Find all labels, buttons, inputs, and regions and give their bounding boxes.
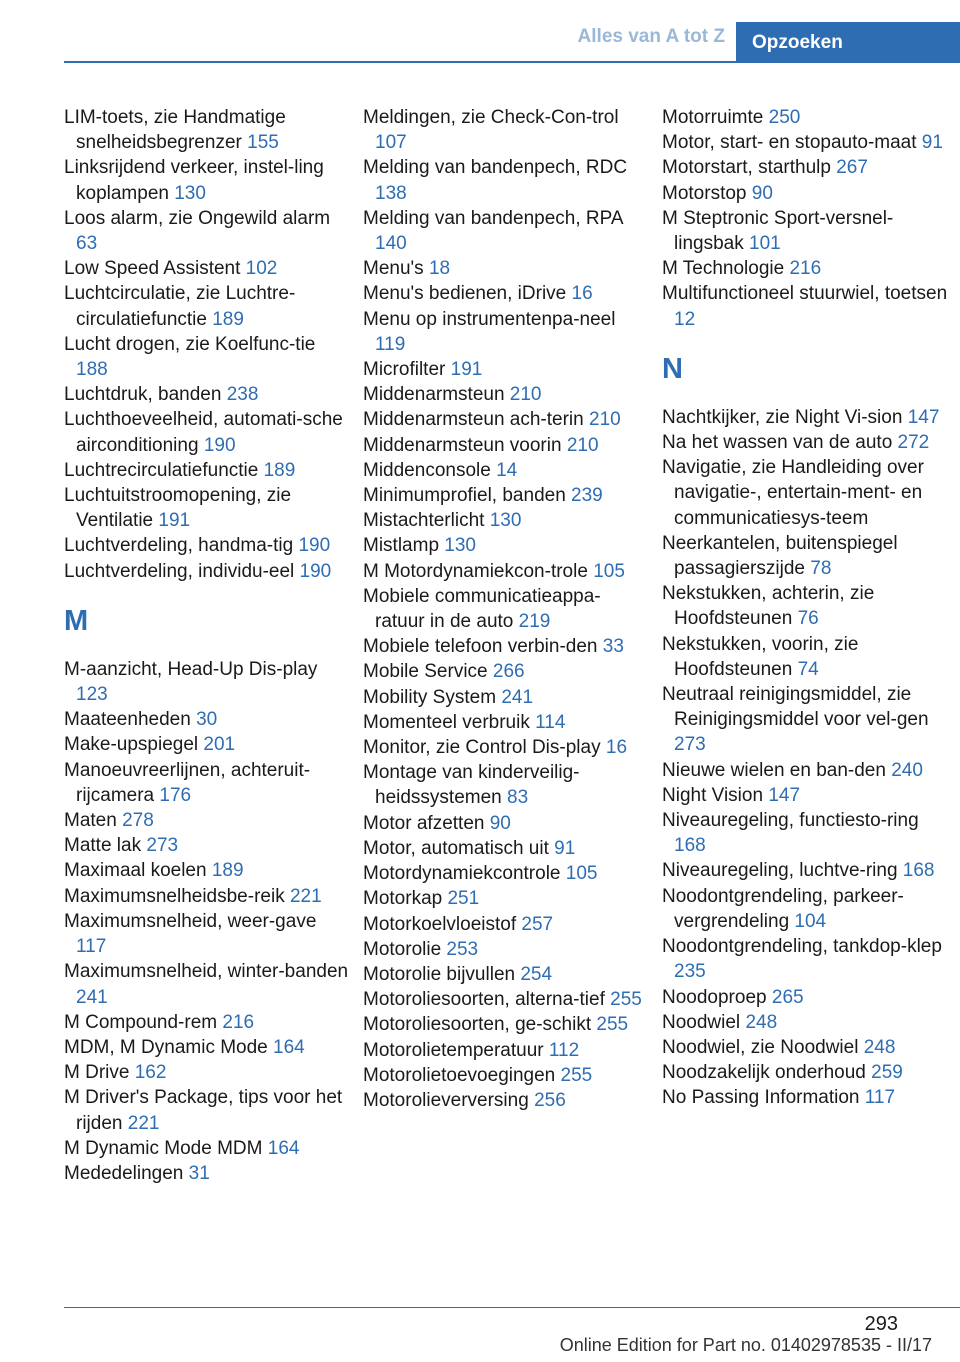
- index-entry: [363, 206, 648, 256]
- index-entry-term: Luchtcirculatie, zie Luchtre-circulatiefunctie: [64, 283, 296, 330]
- index-entry-term: Mobile Service: [363, 661, 493, 683]
- index-entry-term: Motorstart, starthulp: [662, 157, 837, 179]
- index-entry: [363, 407, 648, 432]
- index-entry: [363, 962, 648, 987]
- index-entry-page-link[interactable]: 168: [902, 860, 935, 882]
- index-entry-term: M Technologie: [662, 258, 790, 280]
- index-entry: [363, 559, 648, 584]
- index-entry-term: Motorolietoevoegingen: [363, 1064, 561, 1086]
- index-entry-term: Luchthoeveelheid, automati-sche airconditioning: [64, 409, 343, 456]
- index-entry: [363, 886, 648, 911]
- index-entry-page-link[interactable]: 105: [593, 560, 625, 582]
- index-entry-term: Luchtrecirculatiefunctie: [64, 459, 264, 481]
- index-entry-page-link[interactable]: 235: [674, 961, 706, 983]
- index-entry-page-link[interactable]: 147: [907, 406, 940, 428]
- index-entry-page-link[interactable]: 273: [674, 734, 706, 756]
- index-entry-term: Mistachterlicht: [363, 510, 490, 532]
- index-entry-page-link[interactable]: 138: [375, 182, 407, 204]
- index-entry-page-link[interactable]: 102: [245, 258, 278, 280]
- index-entry: [64, 105, 349, 155]
- index-entry-page-link[interactable]: 16: [571, 283, 593, 305]
- index-entry-page-link[interactable]: 91: [554, 837, 576, 859]
- index-entry-term: Noodontgrendeling, parkeer-vergrendeling: [662, 885, 904, 932]
- index-entry-term: MDM, M Dynamic Mode: [64, 1036, 274, 1058]
- index-entry-page-link[interactable]: 140: [375, 233, 407, 255]
- index-entry: [662, 808, 952, 858]
- index-entry-page-link[interactable]: 119: [375, 333, 406, 355]
- index-entry: [363, 155, 648, 205]
- index-entry: [64, 1085, 349, 1135]
- index-entry: [64, 758, 349, 808]
- index-entry-page-link[interactable]: 164: [267, 1137, 300, 1159]
- index-entry-page-link[interactable]: 117: [76, 936, 107, 958]
- index-entry-page-link[interactable]: 216: [222, 1011, 255, 1033]
- index-entry: [363, 357, 648, 382]
- index-entry: [363, 307, 648, 357]
- index-entry: [662, 1085, 952, 1110]
- index-entry-page-link[interactable]: 201: [203, 734, 236, 756]
- index-entry-term: Neerkantelen, buitenspiegel passagierszijde: [662, 532, 898, 580]
- index-entry-page-link[interactable]: 210: [509, 384, 542, 406]
- index-entry-page-link[interactable]: 78: [810, 558, 832, 580]
- index-entry-term: LIM-toets, zie Handmatige snelheidsbegrenzer: [64, 107, 286, 154]
- index-entry: [363, 937, 648, 962]
- index-entry-term: Noodontgrendeling, tankdop-klep: [662, 936, 942, 958]
- index-entry-term: Middenconsole: [363, 459, 497, 481]
- index-entry-term: Motorkap: [363, 888, 448, 910]
- index-entry-page-link[interactable]: 176: [159, 784, 192, 806]
- index-entry-term: Nekstukken, voorin, zie Hoofdsteunen: [662, 633, 859, 680]
- index-entry: [363, 382, 648, 407]
- index-entry-term: Middenarmsteun: [363, 384, 510, 406]
- index-entry-term: Motor, start- en stopauto-maat: [662, 132, 922, 154]
- index-entry-term: Middenarmsteun ach-terin: [363, 409, 589, 431]
- index-entry-term: Noodwiel, zie Noodwiel: [662, 1036, 864, 1058]
- index-entry-term: Microfilter: [363, 359, 451, 381]
- index-entry-page-link[interactable]: 18: [428, 258, 451, 280]
- index-entry: [64, 1161, 349, 1186]
- index-entry: [64, 858, 349, 883]
- index-entry-term: Menu op instrumentenpa-neel: [363, 308, 616, 330]
- index-entry-term: Noodwiel: [662, 1011, 746, 1033]
- index-entry: [363, 811, 648, 836]
- index-entry-term: Luchtdruk, banden: [64, 384, 227, 406]
- index-entry-term: Menu's: [363, 258, 429, 280]
- index-column-2: [363, 105, 648, 1113]
- index-entry: [363, 861, 648, 886]
- index-entry: [662, 1035, 952, 1060]
- index-entry-page-link[interactable]: 241: [501, 686, 534, 708]
- index-entry-page-link[interactable]: 12: [674, 308, 696, 330]
- index-entry: [662, 934, 952, 984]
- index-entry-page-link[interactable]: 33: [602, 636, 624, 658]
- index-entry-page-link[interactable]: 255: [610, 989, 642, 1011]
- index-entry-page-link[interactable]: 267: [836, 157, 868, 179]
- index-entry: [662, 531, 952, 581]
- index-entry: [363, 256, 648, 281]
- index-entry: [662, 783, 952, 808]
- index-entry: [363, 584, 648, 634]
- index-entry-term: M Drive: [64, 1062, 135, 1084]
- index-entry-term: Meldingen, zie Check-Con-trol: [363, 107, 619, 128]
- index-entry-term: Motor, automatisch uit: [363, 837, 555, 859]
- index-entry-page-link[interactable]: 251: [447, 888, 480, 910]
- index-entry-term: Nieuwe wielen en ban-den: [662, 759, 892, 781]
- index-entry-page-link[interactable]: 130: [489, 510, 522, 532]
- page-number: 293: [864, 1313, 898, 1335]
- index-entry-page-link[interactable]: 272: [897, 432, 930, 454]
- index-entry-page-link[interactable]: 189: [212, 308, 244, 330]
- index-entry-page-link[interactable]: 221: [289, 885, 322, 907]
- index-entry-page-link[interactable]: 241: [76, 986, 108, 1008]
- index-entry: [64, 206, 349, 256]
- index-entry: [363, 281, 648, 306]
- index-entry-page-link[interactable]: 14: [496, 459, 518, 481]
- index-entry: [64, 155, 349, 205]
- index-entry-term: Maten: [64, 810, 123, 832]
- index-entry-term: Mobiele communicatieappa-ratuur in de auto: [363, 585, 601, 633]
- index-entry: [363, 508, 648, 533]
- index-entry: [64, 382, 349, 407]
- index-entry-term: Motorolieverversing: [363, 1089, 535, 1111]
- index-entry-term: Middenarmsteun voorin: [363, 434, 567, 456]
- index-entry-term: Mistlamp: [363, 535, 445, 557]
- index-entry-term: Night Vision: [662, 784, 769, 806]
- index-entry: [363, 533, 648, 558]
- index-entry: [64, 707, 349, 732]
- index-entry-term: Minimumprofiel, banden: [363, 485, 572, 507]
- section-letter: N: [662, 352, 683, 385]
- index-entry-page-link[interactable]: 188: [76, 359, 108, 381]
- index-entry: [64, 533, 349, 558]
- index-entry-term: Noodoproep: [662, 986, 772, 1008]
- index-entry-page-link[interactable]: 255: [560, 1064, 593, 1086]
- index-entry: [64, 732, 349, 757]
- index-entry: [64, 483, 349, 533]
- index-entry-term: Maximumsnelheid, winter-banden: [64, 961, 349, 983]
- index-entry-page-link[interactable]: 189: [211, 860, 244, 882]
- index-entry: [64, 833, 349, 858]
- index-entry: [363, 105, 648, 155]
- index-entry: [363, 1088, 648, 1113]
- index-entry-term: Motorkoelvloeistof: [363, 913, 522, 935]
- index-entry-page-link[interactable]: 191: [158, 510, 191, 532]
- index-entry-term: Neutraal reinigingsmiddel, zie Reinigingsmiddel voor vel-gen: [662, 684, 929, 731]
- index-entry-page-link[interactable]: 254: [520, 963, 553, 985]
- index-entry-term: Luchtverdeling, handma-tig: [64, 535, 299, 557]
- index-entry-term: Make-upspiegel: [64, 734, 204, 756]
- index-entry: [363, 987, 648, 1012]
- index-entry-page-link[interactable]: 30: [196, 709, 218, 731]
- index-entry-page-link[interactable]: 190: [203, 434, 236, 456]
- index-entry-term: Melding van bandenpech, RPA: [363, 207, 623, 229]
- index-entry-page-link[interactable]: 256: [534, 1089, 566, 1111]
- index-entry: [64, 1060, 349, 1085]
- index-entry-page-link[interactable]: 114: [535, 711, 566, 733]
- index-entry: [363, 458, 648, 483]
- index-entry: [363, 685, 648, 710]
- index-entry-page-link[interactable]: 266: [492, 661, 525, 683]
- index-entry-page-link[interactable]: 219: [518, 611, 551, 633]
- index-entry-page-link[interactable]: 189: [263, 459, 296, 481]
- index-entry-term: Lucht drogen, zie Koelfunc-tie: [64, 333, 316, 355]
- index-entry-term: Noodzakelijk onderhoud: [662, 1062, 872, 1084]
- index-entry-page-link[interactable]: 117: [864, 1087, 896, 1109]
- index-entry-term: Multifunctioneel stuurwiel, toetsen: [662, 283, 948, 305]
- index-entry-page-link[interactable]: 255: [596, 1014, 629, 1036]
- index-entry-page-link[interactable]: 76: [797, 608, 819, 630]
- index-entry-page-link[interactable]: 253: [446, 938, 479, 960]
- index-entry-page-link[interactable]: 112: [548, 1039, 580, 1061]
- index-entry: [363, 836, 648, 861]
- index-entry-term: Linksrijdend verkeer, instel-ling koplampen: [64, 157, 324, 204]
- index-entry-term: M Driver's Package, tips voor het rijden: [64, 1087, 343, 1134]
- section-letter: M: [64, 604, 89, 637]
- index-entry-page-link[interactable]: 238: [226, 384, 259, 406]
- index-entry-term: Navigatie, zie Handleiding over navigatie-, entertain-ment- en communicatiesys-teem: [662, 457, 924, 529]
- index-entry: [64, 281, 349, 331]
- index-entry-term: Motorruimte: [662, 107, 769, 128]
- index-entry-page-link[interactable]: 105: [565, 863, 598, 885]
- index-entry-term: Maateenheden: [64, 709, 197, 731]
- index-entry: [662, 1010, 952, 1035]
- index-entry: [662, 455, 952, 531]
- index-entry-page-link[interactable]: 210: [589, 409, 621, 431]
- index-entry-page-link[interactable]: 147: [768, 784, 801, 806]
- index-entry-page-link[interactable]: 104: [794, 910, 827, 932]
- index-entry: [662, 155, 952, 180]
- index-entry: [64, 559, 349, 584]
- index-entry-page-link[interactable]: 63: [76, 233, 98, 255]
- index-entry-term: M Compound-rem: [64, 1011, 223, 1033]
- index-entry-page-link[interactable]: 240: [891, 759, 923, 781]
- index-entry-term: Maximumsnelheidsbe-reik: [64, 885, 290, 907]
- index-entry-page-link[interactable]: 16: [605, 737, 628, 759]
- index-entry: [662, 581, 952, 631]
- index-entry: [64, 1035, 349, 1060]
- index-entry-page-link[interactable]: 90: [751, 182, 773, 204]
- index-entry-term: Mededelingen: [64, 1162, 189, 1184]
- index-entry-term: Mobiele telefoon verbin-den: [363, 636, 603, 658]
- index-entry: [64, 657, 349, 707]
- index-entry-term: Motorolietemperatuur: [363, 1039, 549, 1061]
- index-entry: [64, 407, 349, 457]
- index-entry: [363, 1063, 648, 1088]
- index-entry-page-link[interactable]: 130: [174, 182, 206, 204]
- index-entry: [64, 808, 349, 833]
- index-entry-term: Na het wassen van de auto: [662, 432, 898, 454]
- index-entry: [662, 130, 952, 155]
- index-entry-term: Motordynamiekcontrole: [363, 863, 566, 885]
- index-entry-term: Manoeuvreerlijnen, achteruit-rijcamera: [64, 759, 311, 806]
- index-entry: [64, 1136, 349, 1161]
- index-entry-term: Momenteel verbruik: [363, 711, 536, 733]
- index-entry-term: Nekstukken, achterin, zie Hoofdsteunen: [662, 583, 875, 630]
- index-entry-term: M-aanzicht, Head-Up Dis-play: [64, 658, 318, 680]
- index-entry: [662, 884, 952, 934]
- index-entry: [363, 710, 648, 735]
- index-entry-page-link[interactable]: 90: [489, 812, 511, 834]
- index-entry-page-link[interactable]: 216: [789, 258, 822, 280]
- index-entry-page-link[interactable]: 101: [749, 233, 781, 255]
- index-entry-term: Maximaal koelen: [64, 860, 212, 882]
- index-entry: [64, 332, 349, 382]
- index-entry-term: Luchtuitstroomopening, zie Ventilatie: [64, 485, 292, 532]
- index-entry: [363, 634, 648, 659]
- index-entry-page-link[interactable]: 191: [450, 359, 483, 381]
- index-entry-term: Nachtkijker, zie Night Vi-sion: [662, 406, 908, 428]
- index-entry: [363, 1012, 648, 1037]
- index-entry-page-link[interactable]: 278: [122, 810, 154, 832]
- footer-rule: [64, 1307, 960, 1308]
- index-entry-term: No Passing Information: [662, 1087, 865, 1109]
- index-entry-page-link[interactable]: 257: [521, 913, 554, 935]
- index-entry: [662, 858, 952, 883]
- index-entry-page-link[interactable]: 130: [444, 535, 476, 557]
- index-entry: [363, 735, 648, 760]
- index-entry-page-link[interactable]: 221: [127, 1112, 160, 1134]
- index-entry: [662, 758, 952, 783]
- index-entry-page-link[interactable]: 123: [76, 684, 108, 706]
- index-entry-term: Motoroliesoorten, alterna-tief: [363, 989, 611, 1011]
- index-entry-page-link[interactable]: 155: [247, 132, 279, 154]
- index-entry-term: Motorolie: [363, 938, 447, 960]
- index-entry-term: Low Speed Assistent: [64, 258, 246, 280]
- index-entry-term: Montage van kinderveilig-heidssystemen: [363, 762, 580, 809]
- index-entry-term: Maximumsnelheid, weer-gave: [64, 910, 317, 932]
- index-entry-term: Monitor, zie Control Dis-play: [363, 737, 606, 759]
- index-entry-page-link[interactable]: 265: [771, 986, 804, 1008]
- header-tab-opzoeken[interactable]: Opzoeken: [736, 22, 960, 63]
- index-entry: [363, 659, 648, 684]
- index-entry-term: Motorolie bijvullen: [363, 963, 521, 985]
- index-entry: [662, 985, 952, 1010]
- index-entry: [64, 458, 349, 483]
- index-entry-page-link[interactable]: 248: [745, 1011, 778, 1033]
- index-entry-term: Luchtverdeling, individu-eel: [64, 560, 300, 582]
- index-entry-page-link[interactable]: 91: [921, 132, 943, 154]
- index-entry: [64, 1010, 349, 1035]
- index-entry-term: M Dynamic Mode MDM: [64, 1137, 268, 1159]
- index-entry-term: Niveauregeling, functiesto-ring: [662, 810, 919, 832]
- index-entry-page-link[interactable]: 210: [566, 434, 599, 456]
- index-entry-page-link[interactable]: 259: [871, 1062, 903, 1084]
- index-entry: [363, 483, 648, 508]
- index-entry-term: Loos alarm, zie Ongewild alarm: [64, 207, 331, 229]
- index-entry: [662, 181, 952, 206]
- index-entry-term: M Steptronic Sport-versnel-lingsbak: [662, 207, 894, 255]
- index-entry: [662, 1060, 952, 1085]
- index-entry-term: Motor afzetten: [363, 812, 490, 834]
- index-entry: [363, 760, 648, 810]
- index-entry-term: Motorstop: [662, 182, 752, 204]
- index-entry-term: Matte lak: [64, 835, 147, 857]
- index-entry-page-link[interactable]: 162: [134, 1062, 167, 1084]
- index-entry-page-link[interactable]: 273: [146, 835, 179, 857]
- index-entry: [662, 430, 952, 455]
- index-entry: [662, 632, 952, 682]
- index-entry: [662, 105, 952, 130]
- footer-edition: Online Edition for Part no. 01402978535 - II/17: [559, 1335, 932, 1355]
- index-column-1: [64, 105, 349, 1186]
- header-section-title[interactable]: Alles van A tot Z: [577, 26, 725, 47]
- index-entry: [363, 1038, 648, 1063]
- index-entry: [662, 206, 952, 256]
- index-entry: [363, 912, 648, 937]
- index-entry: [64, 884, 349, 909]
- index-entry-page-link[interactable]: 74: [797, 658, 819, 680]
- index-entry-page-link[interactable]: 248: [863, 1036, 896, 1058]
- index-entry-page-link[interactable]: 164: [273, 1036, 305, 1058]
- index-entry: [64, 959, 349, 1009]
- index-entry: [662, 281, 952, 331]
- index-entry: [662, 256, 952, 281]
- index-entry-term: Mobility System: [363, 686, 502, 708]
- index-entry-page-link[interactable]: 107: [375, 132, 407, 154]
- index-entry-term: Motoroliesoorten, ge-schikt: [363, 1014, 597, 1036]
- index-entry: [662, 682, 952, 758]
- index-entry-page-link[interactable]: 250: [768, 107, 801, 128]
- index-entry-page-link[interactable]: 190: [299, 560, 332, 582]
- index-entry-term: M Motordynamiekcon-trole: [363, 560, 594, 582]
- index-column-3: [662, 105, 952, 1111]
- index-entry: [64, 909, 349, 959]
- index-entry-page-link[interactable]: 190: [298, 535, 331, 557]
- index-entry-page-link[interactable]: 239: [571, 485, 603, 507]
- index-entry-term: Niveauregeling, luchtve-ring: [662, 860, 903, 882]
- index-entry-term: Melding van bandenpech, RDC: [363, 157, 628, 179]
- index-entry-page-link[interactable]: 168: [674, 835, 706, 857]
- index-entry-term: Menu's bedienen, iDrive: [363, 283, 572, 305]
- index-entry: [662, 405, 952, 430]
- index-entry-page-link[interactable]: 83: [507, 787, 529, 809]
- index-entry: [64, 256, 349, 281]
- index-entry: [363, 433, 648, 458]
- index-entry-page-link[interactable]: 31: [188, 1162, 210, 1184]
